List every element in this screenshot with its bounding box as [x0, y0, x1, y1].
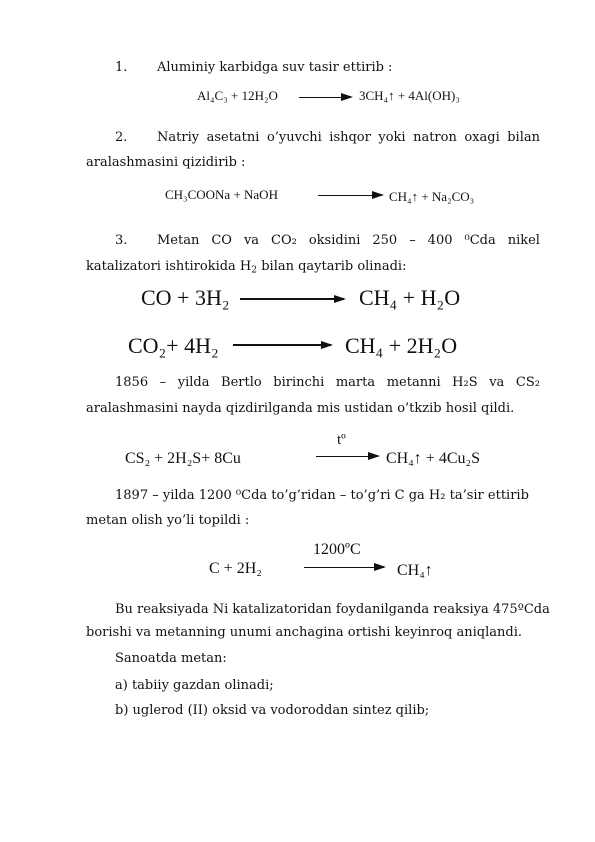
item-2-word: ishqor [329, 130, 371, 145]
equation-4-arrow [233, 344, 331, 346]
p-ni-continuation: borishi va metanning unumi anchagina ortishi keyinroq aniqlandi. [86, 625, 522, 640]
equation-4-left: CO₂+ 4H₂ [128, 333, 219, 358]
equation-6-left: C + 2H₂ [209, 560, 262, 577]
item-3-word: 250 [372, 233, 398, 248]
item-3-cont-tail: bilan qaytarib olinadi: [257, 259, 407, 274]
equation-2-arrow [318, 195, 382, 196]
p1856-word: yilda [177, 375, 210, 390]
equation-3-left: CO + 3H₂ [141, 285, 230, 310]
item-3-cont-head: katalizatori ishtirokida H [86, 259, 252, 274]
equation-4-right: CH₄ + 2H₂O [345, 333, 458, 358]
item-3-word: 400 [427, 233, 453, 248]
item-2-word: asetatni [206, 130, 260, 145]
item-3-word: ⁰Cda [464, 233, 496, 248]
item-2-word: Natriy [157, 130, 200, 145]
p1856-word: va [489, 375, 505, 390]
item-2-word: oxagi [464, 130, 500, 145]
item-2-text-line [157, 130, 540, 146]
equation-5-right: CH₄↑ + 4Cu₂S [386, 450, 480, 467]
item-1-text: Aluminiy karbidga suv tasir ettirib : [157, 60, 393, 75]
list-item-a: a) tabiiy gazdan olinadi; [115, 678, 274, 693]
equation-1-arrow [299, 97, 351, 98]
item-3-text-line [157, 233, 540, 249]
equation-5-condition: tº [337, 432, 346, 448]
item-2-word: bilan [507, 130, 540, 145]
item-3-word: CO [211, 233, 232, 248]
item-3-word: CO₂ [271, 233, 297, 248]
p1856-continuation: aralashmasini nayda qizdirilganda mis ustidan o’tkzib hosil qildi. [86, 401, 515, 416]
p1856-word: birinchi [273, 375, 325, 390]
item-2-number: 2. [115, 130, 128, 145]
p1856-word: metanni [386, 375, 441, 390]
p1856-word: marta [335, 375, 376, 390]
item-3-word: – [409, 233, 416, 248]
item-3-word: Metan [157, 233, 200, 248]
item-3-number: 3. [115, 233, 128, 248]
industry-heading: Sanoatda metan: [115, 651, 227, 666]
item-3-word: va [243, 233, 260, 248]
p1856-text-line [115, 375, 540, 391]
item-3-continuation: katalizatori ishtirokida $H_2$ bilan qaytarib olinadi: [86, 259, 407, 276]
equation-6-right: CH₄↑ [397, 562, 433, 579]
item-2-continuation: aralashmasini qizidirib : [86, 155, 246, 170]
equation-1-right: 3CH₄↑ + 4Al(OH)₃ [359, 88, 460, 103]
p1897-continuation: metan olish yo’li topildi : [86, 513, 250, 528]
item-2-word: yoki [378, 130, 406, 145]
p-ni-line-1: Bu reaksiyada Ni katalizatoridan foydanilganda reaksiya 475ºCda [115, 602, 550, 617]
equation-5-left: CS₂ + 2H₂S+ 8Cu [125, 450, 241, 467]
p1897-line-1: 1897 – yilda 1200 ⁰Cda to’g’ridan – to’g’ri C ga H₂ ta’sir ettirib [115, 488, 529, 503]
equation-3-right: CH₄ + H₂O [359, 285, 461, 310]
p1856-word: H₂S [452, 375, 478, 390]
equation-1-left: Al₄C₃ + 12H₂O [197, 88, 278, 103]
p1856-word: Bertlo [221, 375, 262, 390]
p1856-word: CS₂ [515, 375, 540, 390]
equation-3-arrow [240, 298, 344, 300]
equation-5-arrow [316, 456, 378, 457]
equation-2-right: CH₄↑ + Na₂CO₃ [389, 189, 475, 204]
item-3-word: oksidini [308, 233, 361, 248]
p1856-word: 1856 [115, 375, 149, 390]
list-item-b: b) uglerod (II) oksid va vodoroddan sintez qilib; [115, 703, 430, 718]
equation-6-condition: 1200ºC [313, 541, 361, 558]
item-3-word: nikel [507, 233, 540, 248]
equation-6-arrow [304, 567, 384, 568]
item-1-number: 1. [115, 60, 128, 75]
equation-2-left: CH₃COONa + NaOH [165, 187, 278, 202]
p1856-word: – [159, 375, 167, 390]
item-2-word: natron [413, 130, 457, 145]
item-2-word: o’yuvchi [266, 130, 322, 145]
